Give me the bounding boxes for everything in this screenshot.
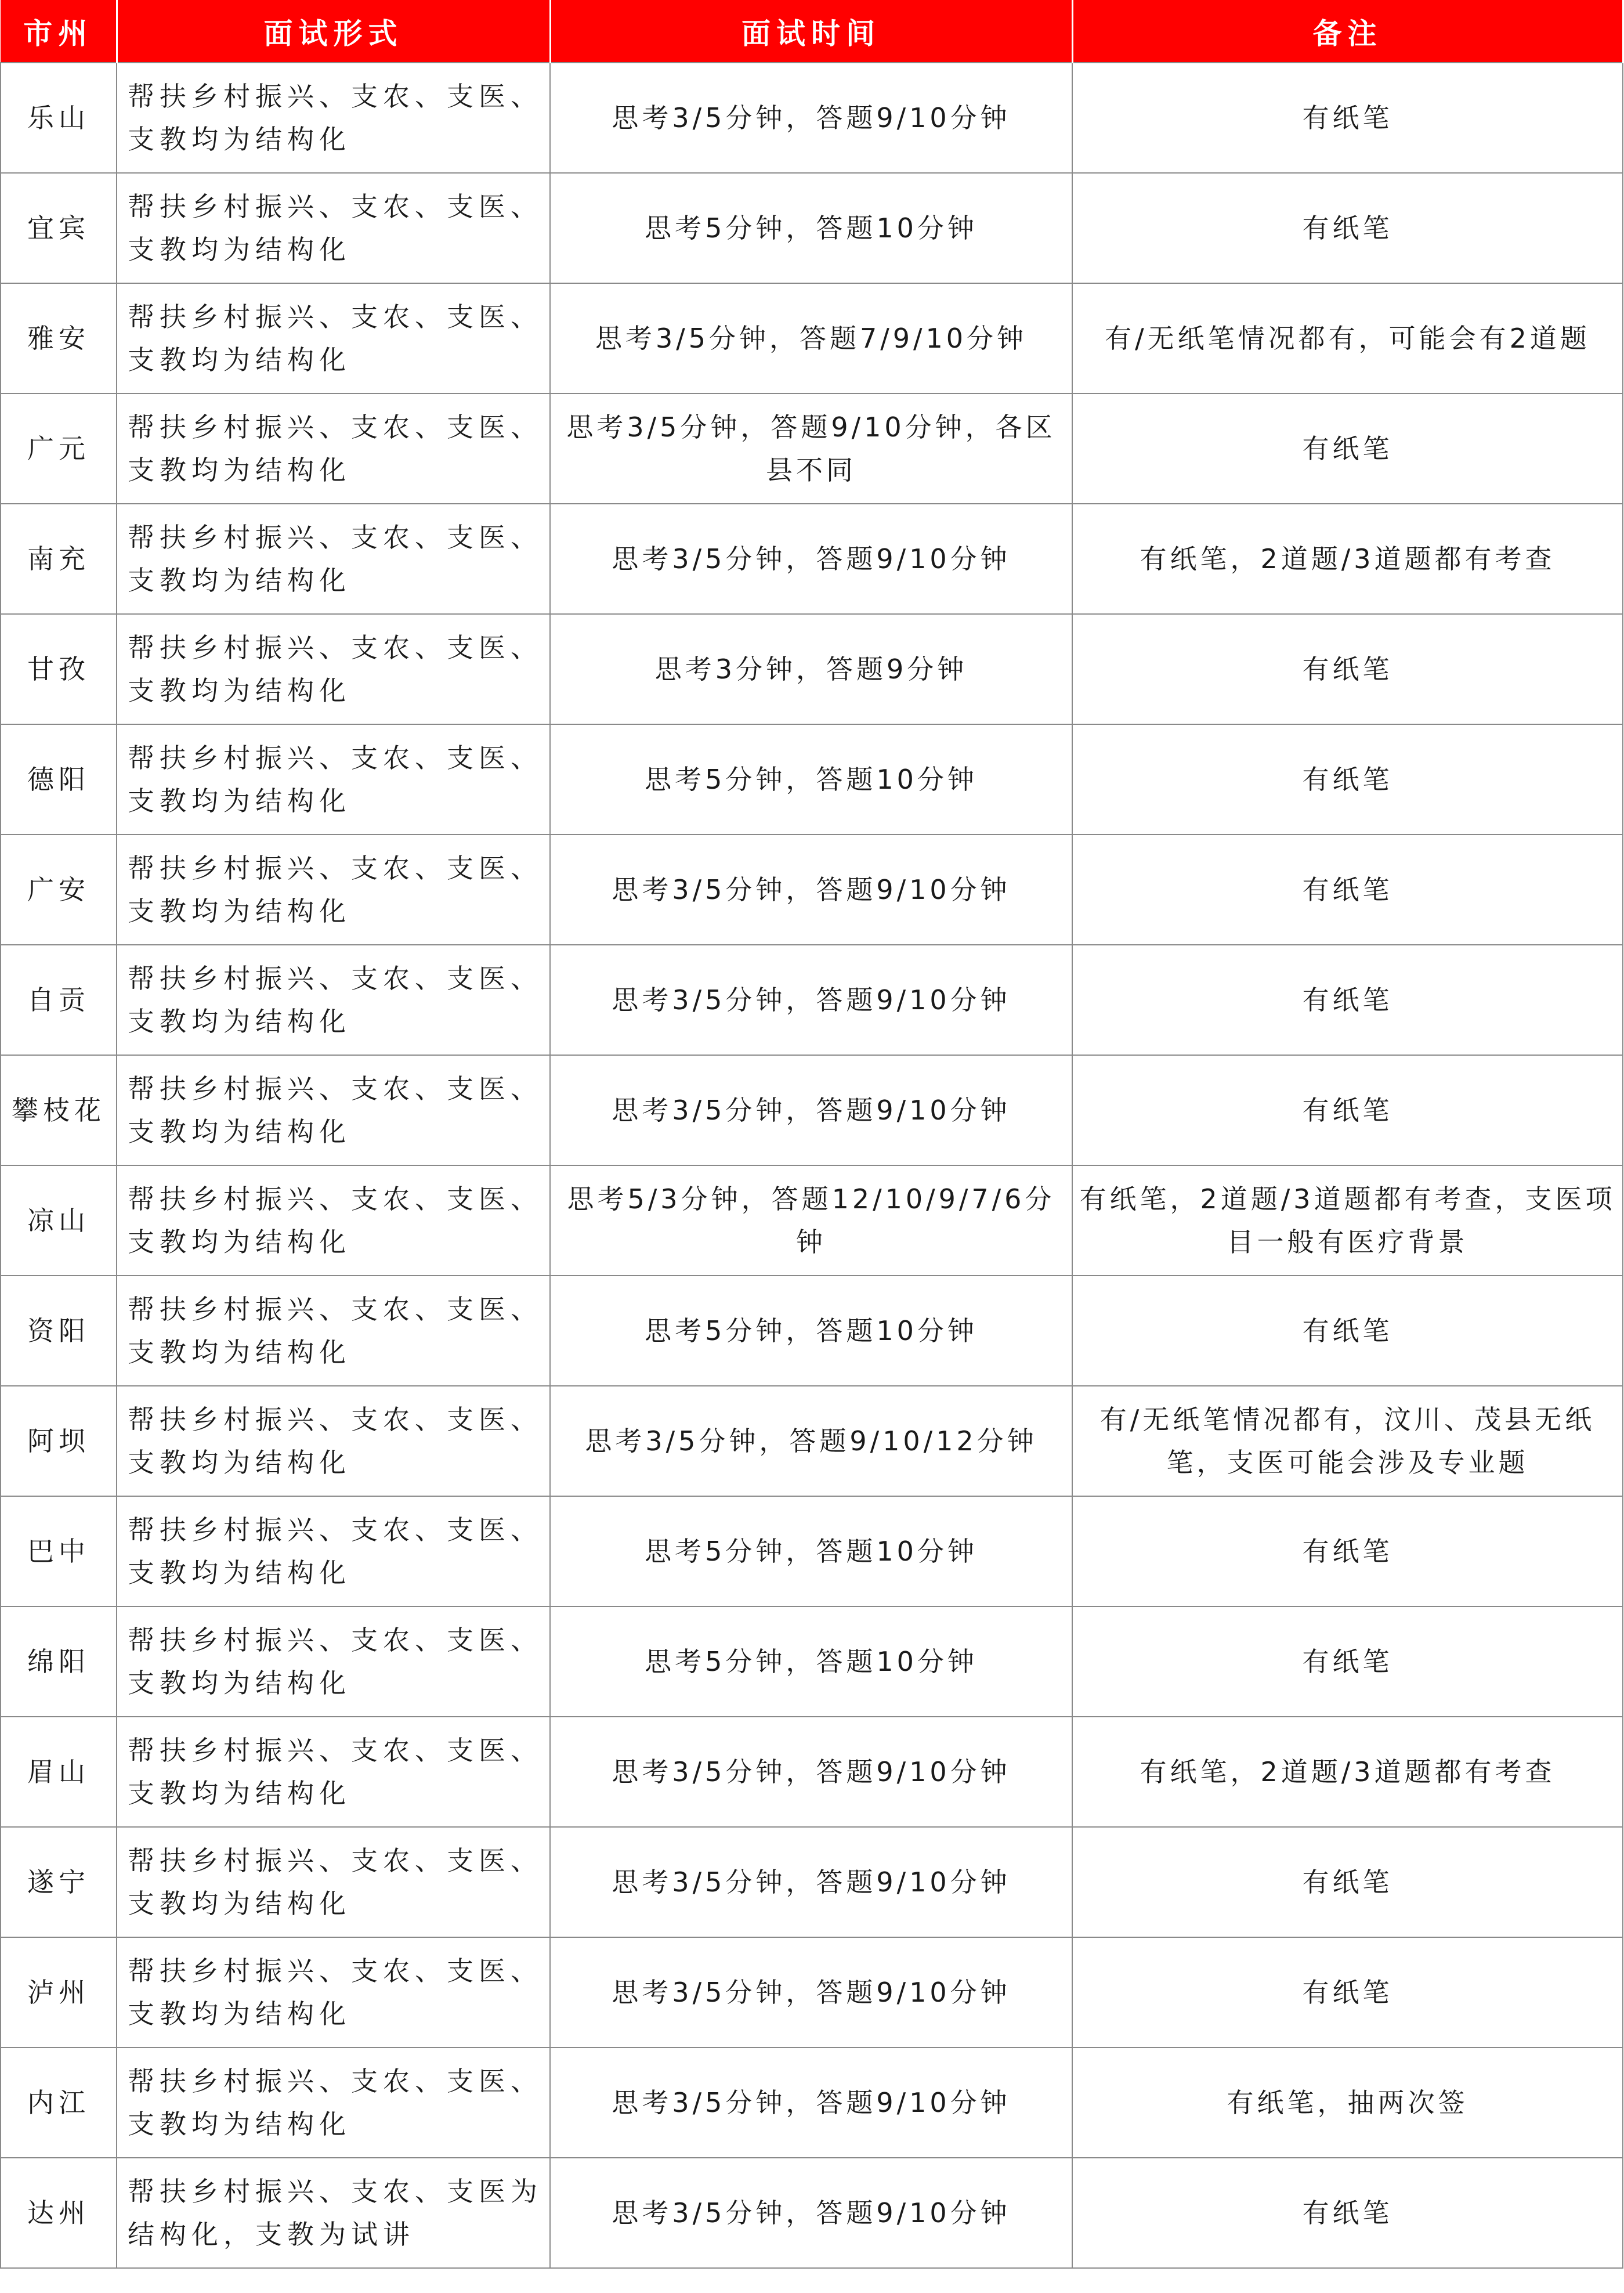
city-cell: 绵阳: [1, 1606, 117, 1717]
note-cell: 有纸笔: [1072, 1937, 1623, 2048]
city-cell: 眉山: [1, 1717, 117, 1827]
interview-time-cell: 思考3/5分钟，答题9/10分钟，各区县不同: [550, 393, 1072, 504]
city-cell: 遂宁: [1, 1827, 117, 1937]
table-row: [1, 945, 1623, 1055]
city-cell: 阿坝: [1, 1386, 117, 1496]
city-cell: 广元: [1, 393, 117, 504]
table-row: [1, 504, 1623, 614]
note-cell: 有纸笔: [1072, 393, 1623, 504]
city-cell: 宜宾: [1, 173, 117, 283]
header-city: 市州: [1, 0, 117, 63]
table-row: [1, 1165, 1623, 1276]
interview-form-cell: 帮扶乡村振兴、支农、支医、支教均为结构化: [117, 945, 550, 1055]
note-cell: 有纸笔: [1072, 835, 1623, 945]
interview-form-cell: 帮扶乡村振兴、支农、支医、支教均为结构化: [117, 504, 550, 614]
interview-form-cell: 帮扶乡村振兴、支农、支医、支教均为结构化: [117, 1165, 550, 1276]
note-cell: 有纸笔: [1072, 1496, 1623, 1606]
city-cell: 泸州: [1, 1937, 117, 2048]
interview-time-cell: 思考3/5分钟，答题9/10分钟: [550, 1717, 1072, 1827]
interview-form-cell: 帮扶乡村振兴、支农、支医、支教均为结构化: [117, 283, 550, 393]
interview-time-cell: 思考3/5分钟，答题9/10分钟: [550, 835, 1072, 945]
interview-time-cell: 思考3分钟，答题9分钟: [550, 614, 1072, 724]
city-cell: 资阳: [1, 1276, 117, 1386]
city-cell: 内江: [1, 2048, 117, 2158]
note-cell: 有纸笔: [1072, 614, 1623, 724]
note-cell: 有/无纸笔情况都有，可能会有2道题: [1072, 283, 1623, 393]
note-cell: 有纸笔: [1072, 724, 1623, 835]
table-row: [1, 283, 1623, 393]
city-cell: 凉山: [1, 1165, 117, 1276]
table-row: [1, 1496, 1623, 1606]
table-row: [1, 614, 1623, 724]
header-row: [1, 0, 1623, 63]
interview-form-cell: 帮扶乡村振兴、支农、支医、支教均为结构化: [117, 614, 550, 724]
note-cell: 有纸笔: [1072, 173, 1623, 283]
city-cell: 自贡: [1, 945, 117, 1055]
interview-time-cell: 思考3/5分钟，答题9/10/12分钟: [550, 1386, 1072, 1496]
city-cell: 德阳: [1, 724, 117, 835]
note-cell: 有纸笔: [1072, 2158, 1623, 2268]
table-row: [1, 1606, 1623, 1717]
note-cell: 有纸笔，2道题/3道题都有考查，支医项目一般有医疗背景: [1072, 1165, 1623, 1276]
interview-form-cell: 帮扶乡村振兴、支农、支医、支教均为结构化: [117, 1937, 550, 2048]
interview-time-cell: 思考5分钟，答题10分钟: [550, 724, 1072, 835]
interview-form-cell: 帮扶乡村振兴、支农、支医、支教均为结构化: [117, 63, 550, 173]
interview-time-cell: 思考3/5分钟，答题9/10分钟: [550, 1827, 1072, 1937]
header-note: 备注: [1072, 0, 1623, 63]
note-cell: 有纸笔: [1072, 1827, 1623, 1937]
table-row: [1, 1937, 1623, 2048]
table-row: [1, 1055, 1623, 1165]
interview-form-cell: 帮扶乡村振兴、支农、支医、支教均为结构化: [117, 724, 550, 835]
interview-time-cell: 思考3/5分钟，答题9/10分钟: [550, 2158, 1072, 2268]
interview-form-cell: 帮扶乡村振兴、支农、支医、支教均为结构化: [117, 1496, 550, 1606]
interview-time-cell: 思考5分钟，答题10分钟: [550, 173, 1072, 283]
interview-time-cell: 思考3/5分钟，答题9/10分钟: [550, 1055, 1072, 1165]
table-body: [1, 63, 1623, 2268]
interview-time-cell: 思考5分钟，答题10分钟: [550, 1606, 1072, 1717]
note-cell: 有纸笔: [1072, 1606, 1623, 1717]
city-cell: 达州: [1, 2158, 117, 2268]
city-cell: 巴中: [1, 1496, 117, 1606]
table-row: [1, 2048, 1623, 2158]
interview-form-cell: 帮扶乡村振兴、支农、支医、支教均为结构化: [117, 1276, 550, 1386]
interview-form-cell: 帮扶乡村振兴、支农、支医、支教均为结构化: [117, 1827, 550, 1937]
header-interview-form: 面试形式: [117, 0, 550, 63]
interview-time-cell: 思考3/5分钟，答题7/9/10分钟: [550, 283, 1072, 393]
note-cell: 有纸笔，2道题/3道题都有考查: [1072, 504, 1623, 614]
interview-time-cell: 思考3/5分钟，答题9/10分钟: [550, 2048, 1072, 2158]
table-row: [1, 835, 1623, 945]
table-row: [1, 1717, 1623, 1827]
table-row: [1, 63, 1623, 173]
note-cell: 有/无纸笔情况都有，汶川、茂县无纸笔，支医可能会涉及专业题: [1072, 1386, 1623, 1496]
interview-form-cell: 帮扶乡村振兴、支农、支医、支教均为结构化: [117, 2048, 550, 2158]
table-row: [1, 1827, 1623, 1937]
table-header: [1, 0, 1623, 63]
note-cell: 有纸笔: [1072, 1055, 1623, 1165]
interview-time-cell: 思考5分钟，答题10分钟: [550, 1496, 1072, 1606]
interview-time-cell: 思考3/5分钟，答题9/10分钟: [550, 63, 1072, 173]
interview-form-cell: 帮扶乡村振兴、支农、支医、支教均为结构化: [117, 835, 550, 945]
header-interview-time: 面试时间: [550, 0, 1072, 63]
note-cell: 有纸笔: [1072, 945, 1623, 1055]
interview-form-cell: 帮扶乡村振兴、支农、支医、支教均为结构化: [117, 173, 550, 283]
interview-form-cell: 帮扶乡村振兴、支农、支医、支教均为结构化: [117, 393, 550, 504]
city-cell: 南充: [1, 504, 117, 614]
city-cell: 广安: [1, 835, 117, 945]
city-cell: 乐山: [1, 63, 117, 173]
table-row: [1, 393, 1623, 504]
table-row: [1, 173, 1623, 283]
interview-form-cell: 帮扶乡村振兴、支农、支医为结构化，支教为试讲: [117, 2158, 550, 2268]
table-row: [1, 2158, 1623, 2268]
interview-form-cell: 帮扶乡村振兴、支农、支医、支教均为结构化: [117, 1386, 550, 1496]
interview-form-cell: 帮扶乡村振兴、支农、支医、支教均为结构化: [117, 1606, 550, 1717]
interview-time-cell: 思考5/3分钟，答题12/10/9/7/6分钟: [550, 1165, 1072, 1276]
interview-time-cell: 思考3/5分钟，答题9/10分钟: [550, 945, 1072, 1055]
interview-time-cell: 思考3/5分钟，答题9/10分钟: [550, 504, 1072, 614]
note-cell: 有纸笔，抽两次签: [1072, 2048, 1623, 2158]
interview-time-cell: 思考5分钟，答题10分钟: [550, 1276, 1072, 1386]
interview-form-cell: 帮扶乡村振兴、支农、支医、支教均为结构化: [117, 1055, 550, 1165]
city-cell: 攀枝花: [1, 1055, 117, 1165]
note-cell: 有纸笔: [1072, 63, 1623, 173]
city-cell: 雅安: [1, 283, 117, 393]
table-row: [1, 724, 1623, 835]
interview-form-cell: 帮扶乡村振兴、支农、支医、支教均为结构化: [117, 1717, 550, 1827]
note-cell: 有纸笔: [1072, 1276, 1623, 1386]
note-cell: 有纸笔，2道题/3道题都有考查: [1072, 1717, 1623, 1827]
city-cell: 甘孜: [1, 614, 117, 724]
interview-time-cell: 思考3/5分钟，答题9/10分钟: [550, 1937, 1072, 2048]
table-row: [1, 1276, 1623, 1386]
table-row: [1, 1386, 1623, 1496]
